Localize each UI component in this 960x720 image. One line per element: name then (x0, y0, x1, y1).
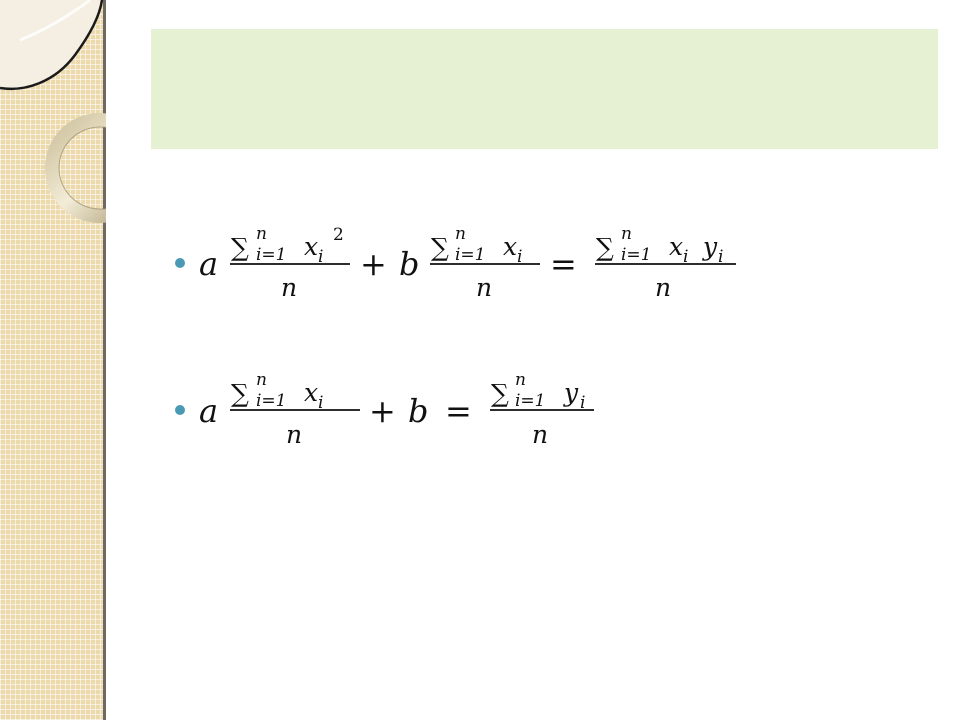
eq1-frac2-sub: i=1 (455, 245, 486, 265)
eq1-frac3-sum: ∑ (596, 233, 614, 262)
eq1-frac3-sub2: i (718, 247, 724, 267)
eq1-frac1-var: x (304, 232, 319, 261)
eq2-frac2-sub-i: i (580, 393, 586, 413)
eq1-equals: = (550, 245, 577, 283)
eq2-frac1-sub: i=1 (256, 391, 287, 411)
eq1-frac2-sum: ∑ (431, 233, 449, 262)
eq2-equals: = (445, 392, 472, 430)
eq1-frac2-sup: n (455, 224, 466, 244)
eq2-frac2-sub: i=1 (515, 391, 546, 411)
eq2-plus: + (369, 392, 396, 430)
eq2-frac1-var: x (304, 378, 319, 407)
eq2-frac2-denom: n (532, 420, 549, 449)
eq1-frac3-sub1: i (683, 247, 689, 267)
equation-2 (199, 370, 594, 449)
eq1-frac3-var2: y (703, 232, 718, 261)
eq1-frac3-sub: i=1 (621, 245, 652, 265)
eq1-frac3-sup: n (621, 224, 632, 244)
eq2-frac2-sum: ∑ (491, 379, 509, 408)
eq1-frac1-sum: ∑ (231, 233, 249, 262)
eq2-frac1-sup: n (256, 370, 267, 390)
eq1-frac3-denom: n (655, 273, 672, 302)
eq2-frac1-sum: ∑ (231, 379, 249, 408)
equation-1 (199, 224, 736, 302)
eq1-frac1-sub-i: i (318, 247, 324, 267)
eq1-frac2-var: x (503, 232, 518, 261)
eq1-frac1-denom: n (281, 273, 298, 302)
eq2-frac1-denom: n (286, 420, 303, 449)
eq1-frac1-pow: 2 (333, 225, 344, 245)
eq2-coef-b: b (408, 392, 429, 430)
eq1-coef-b: b (399, 245, 420, 283)
eq2-coef-a: a (199, 392, 219, 430)
eq1-frac2-denom: n (476, 273, 493, 302)
eq1-frac3-var1: x (669, 232, 684, 261)
eq1-frac2-sub-i: i (517, 247, 523, 267)
eq2-frac2-sup: n (515, 370, 526, 390)
eq1-plus: + (360, 245, 387, 283)
eq2-frac1-sub-i: i (318, 393, 324, 413)
eq2-frac2-var: y (564, 378, 579, 407)
eq1-frac1-sub: i=1 (256, 245, 287, 265)
eq1-frac1-sup: n (256, 224, 267, 244)
eq1-coef-a: a (199, 245, 219, 283)
